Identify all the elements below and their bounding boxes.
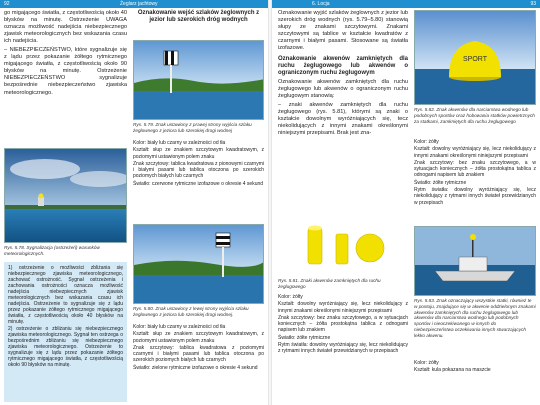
- sport-buoy-photo: [414, 10, 536, 105]
- col1-para2: – NIEBEZPIECZEŃSTWO, które sygnalizuje się z lądu przez pokazanie żółtego rytmicznego migającego światła, z częstotliwością około 90 błysków na minutę. Ostrzeżenie NIEBEZPIECZEŃSTWO sygnalizuje bezpośrednie niebezpieczeństwo zjawiska meteorologicznego.: [4, 46, 127, 96]
- fig80-line-4: Światło: zielone rytmiczne izofazowe o okresie 4 sekund: [133, 364, 258, 371]
- fig83-line-1: Kolor: żółty: [414, 360, 439, 366]
- fig79-line-3: Znak szczytowy: tablica kwadratowa z pionowymi czarnymi i białymi pasami lub tablica otoczona po szerokich poziomych białych lub czarnych: [133, 160, 264, 180]
- fig79-line-4: Światło: czerwone rytmiczne izofazowe o okresie 4 sekund: [133, 180, 264, 187]
- fig81-description: [278, 294, 408, 356]
- boat-photo: [414, 226, 536, 296]
- weather-warning-photo: [4, 148, 127, 243]
- fig82-line-5: Rytm światła: dowolny wyróżniający się, lecz niekolidujący z rytmami innych świateł przewidzianych w przepisach: [414, 187, 536, 206]
- fig83-description: [414, 360, 536, 375]
- fig82-caption: Rys. 5.82. Znak akwenów dla narciarstwa wodnego lub podobnych sportów oraz hobowania statków powietrznych za statkami, zamkniętych dla ruchu żeglugowego: [414, 107, 535, 124]
- col1-para1: go migającego światła, z częstotliwością około 40 błysków na minutę. Ostrzeżenie UWAGA oznacza możliwość nadejścia niebezpiecznego zjawisk meteorologicznych bez wskazania czasu ich nadejścia.: [4, 10, 127, 45]
- page-gutter: [268, 0, 272, 405]
- col3-heading: Oznakowanie akwenów zamkniętych dla ruchu żeglugowego lub akwenów o ograniczonym ruchu żeglugowym: [278, 55, 408, 77]
- col3-para1: Oznakowanie wyjść szlaków żeglownych z jezior lub szerokich dróg wodnych (rys. 5.79–5.80) stanowią słupy ze znakami szczytowymi. Znakami szczytowymi są tablice w kształcie kwadratów z czarnymi i białymi pasami. Stosowane są światła izofazowe.: [278, 10, 408, 52]
- fig80-line-1: Kolor: biały lub czarny w zależności od tła: [133, 324, 226, 330]
- fig78-caption: Rys. 5.78. Sygnalizacja (ostrzeżeń) warunków meteorologicznych.: [4, 245, 100, 256]
- yellow-buoys-photo: [278, 210, 408, 276]
- fig82-line-3: Znak szczytowy: bez znaku szczytowego, a w sytuacjach koniecznych – żółta prostokątna tablica z odnogami napisem lub znakiem: [414, 159, 536, 179]
- left-page-header: [0, 0, 268, 8]
- fig80-line-2: Kształt: słup ze znakiem szczytowym kwadratowym, z poziomymi ustawionym polem znaku: [133, 331, 264, 344]
- fig82-line-2: Kształt: dowolny wyróżniający się, lecz niekolidujący z innymi znakami określonymi niniejszymi przepisami: [414, 146, 536, 159]
- left-page-number: 92: [4, 1, 10, 7]
- column-2: [133, 10, 264, 25]
- fig79-line-1: Kolor: biały lub czarny w zależności od tła: [133, 140, 226, 146]
- fig81-line-3: Znak szczytowy: bez znaku szczytowego, a w sytuacjach koniecznych – żółta prostokątna tablica z odnogami napisem lub znakiem: [278, 314, 408, 334]
- right-page-number: 93: [530, 1, 536, 7]
- river-sign-photo-left: [133, 224, 264, 304]
- river-sign-photo-right: [133, 40, 264, 120]
- left-running-title: Żeglarz jachtowy: [120, 1, 158, 7]
- fig79-line-2: Kształt: słup ze znakiem szczytowym kwadratowym, z poziomymi ustawionym polem znaku: [133, 147, 264, 160]
- sport-buoy-label: SPORT: [463, 56, 487, 63]
- fig80-caption: Rys. 5.80. Znak ustawiony z lewej strony wyjścia szlaku żeglownego z jeziora lub szerokiej drogi wodnej.: [133, 306, 249, 317]
- fig83-line-2: Kształt: kula pokazana na maszcie: [414, 367, 491, 374]
- fig80-description: [133, 324, 264, 372]
- col3-para2: Oznakowanie akwenów zamkniętych dla ruchu żeglugowego lub akwenów o ograniczonym ruchu żeglugowym stanowią:: [278, 79, 408, 100]
- column-1: [4, 10, 127, 98]
- fig83-caption: Rys. 5.83. Znak oznaczający wszystkie statki, również te w postoju, znajdujące się w akwenie oddzielonym znakami akwenów zamkniętych dla ruchu żeglugowego lub akwenów dla narciarstwa wodnego lub podobnych sportów i nieoczekiwanego w innych do niebezpieczeństwa oczekiwania innych stwarzających lekko akwenu.: [414, 298, 536, 338]
- fig79-caption: Rys. 5.79. Znak ustawiony z prawej strony wyjścia szlaku żeglownego z jeziora lub szerokiej drogi wodnej: [133, 122, 252, 133]
- column-3: [278, 10, 408, 139]
- fig82-line-1: Kolor: żółty: [414, 139, 439, 145]
- fig81-line-4: Światło: żółte rytmiczne: [278, 334, 331, 341]
- fig81-line-2: Kształt: dowolny wyróżniający się, lecz niekolidujący z innymi znakami określonymi niniejszymi przepisami: [278, 301, 408, 314]
- right-page-header: [272, 0, 540, 8]
- right-running-title: 6. Locja: [312, 1, 330, 7]
- fig79-description: [133, 140, 264, 188]
- fig82-description: [414, 139, 536, 207]
- warning-sidebar: [4, 262, 127, 402]
- sidebar-item-1: 1) ostrzeżenie o możliwości zbliżania się niebezpiecznego zjawiska meteorologicznego, zachować ostrożność. Sygnał ostrzeżenia i zachowania ostrożności oznacza możliwość nadejścia niebezpiecznych zjawisk meteorologicznych bez wskazania czasu ich nadejścia. Ostrzeżenie to sygnalizuje się z lądu przez pokazanie żółtego rytmicznego migającego światła, z częstotliwością około 40 błysków na minutę.: [8, 265, 123, 325]
- fig80-line-3: Znak szczytowy: tablica kwadratowa z poziomymi czarnymi i białymi pasami lub tablica otoczona po szerokich poziomych białych lub czarnych: [133, 344, 264, 364]
- fig81-caption: Rys. 5.81. Znaki akwenów zamkniętych dla ruchu żeglugowego: [278, 278, 381, 289]
- fig82-line-4: Światło: żółte rytmiczne: [414, 179, 467, 186]
- col3-para3: – znaki akwenów zamkniętych dla ruchu żeglugowego (rys. 5.81), którymi są znaki o kształcie dowolnym wyróżniających się, tecz niekolidujących z innymi znakami określonymi niniejszymi przepisami. Brak jest zna-: [278, 102, 408, 137]
- fig81-line-1: Kolor: żółty: [278, 294, 303, 300]
- fig81-line-5: Rytm światła: dowolny wyróżniający się, lecz niekolidujący z rytmami innych świateł przewidzianych w przepisach: [278, 342, 408, 355]
- sidebar-item-2: 2) ostrzeżenie o zbliżaniu się niebezpiecznego zjawiska meteorologicznego. Sygnał ten ostrzega o bezpośrednim zbliżaniu się niebezpiecznego zjawiska meteorologicznego. Ostrzeżenie to sygnalizuje się z lądu przez pokazanie żółtego rytmicznego migającego światła, z częstotliwością około 90 błysków na minutę.: [8, 326, 123, 369]
- col2-heading: Oznakowanie wejść szlaków żeglownych z jezior lub szerokich dróg wodnych: [137, 10, 260, 24]
